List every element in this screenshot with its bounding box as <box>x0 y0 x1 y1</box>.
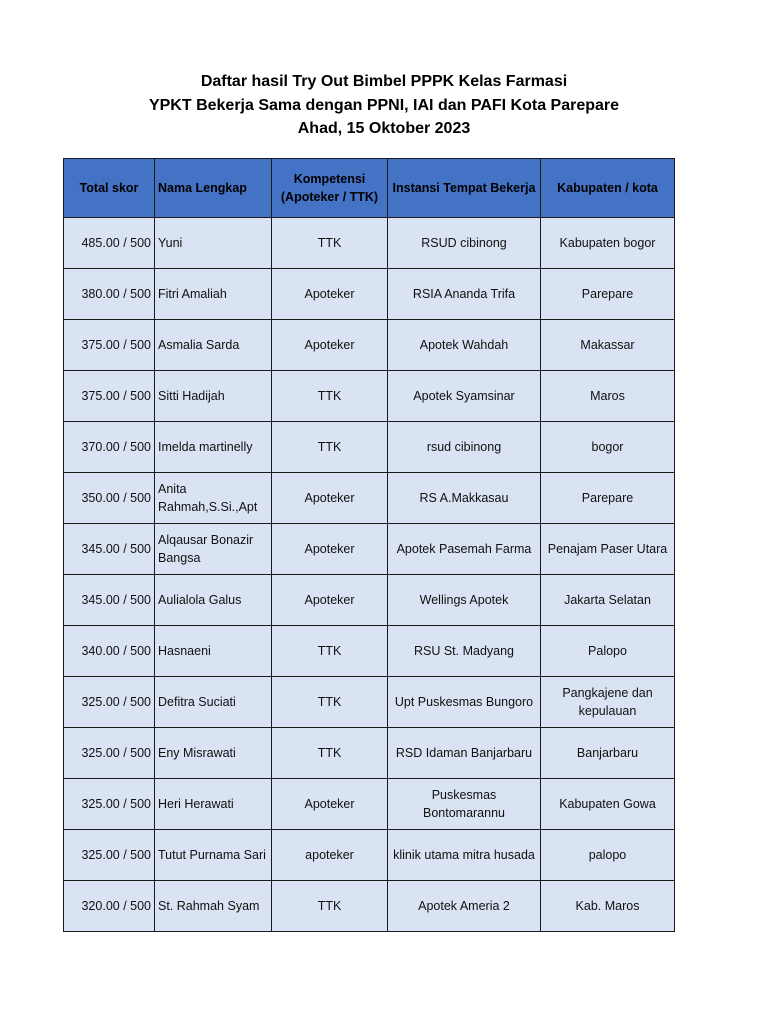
cell-kompetensi: Apoteker <box>272 473 388 524</box>
cell-kabupaten: palopo <box>541 830 675 881</box>
cell-kabupaten: bogor <box>541 422 675 473</box>
cell-instansi: Apotek Ameria 2 <box>388 881 541 932</box>
cell-instansi: RSIA Ananda Trifa <box>388 269 541 320</box>
cell-name: Asmalia Sarda <box>155 320 272 371</box>
cell-kompetensi: TTK <box>272 218 388 269</box>
header-row <box>64 159 675 218</box>
cell-name: Heri Herawati <box>155 779 272 830</box>
cell-name: Fitri Amaliah <box>155 269 272 320</box>
table-header <box>64 159 675 218</box>
cell-kabupaten: Kabupaten bogor <box>541 218 675 269</box>
cell-name: Anita Rahmah,S.Si.,Apt <box>155 473 272 524</box>
cell-kabupaten: Pangkajene dan kepulauan <box>541 677 675 728</box>
cell-instansi: Puskesmas Bontomarannu <box>388 779 541 830</box>
table-row <box>64 677 675 728</box>
cell-score: 325.00 / 500 <box>64 728 155 779</box>
cell-kabupaten: Parepare <box>541 473 675 524</box>
cell-kabupaten: Jakarta Selatan <box>541 575 675 626</box>
cell-kabupaten: Makassar <box>541 320 675 371</box>
cell-score: 370.00 / 500 <box>64 422 155 473</box>
cell-name: St. Rahmah Syam <box>155 881 272 932</box>
table-row <box>64 473 675 524</box>
cell-score: 325.00 / 500 <box>64 830 155 881</box>
cell-kabupaten: Parepare <box>541 269 675 320</box>
cell-instansi: Upt Puskesmas Bungoro <box>388 677 541 728</box>
title-line-1: Daftar hasil Try Out Bimbel PPPK Kelas Farmasi <box>200 73 568 90</box>
cell-name: Imelda martinelly <box>155 422 272 473</box>
cell-score: 380.00 / 500 <box>64 269 155 320</box>
header-instansi: Instansi Tempat Bekerja <box>388 159 541 218</box>
title-line-2: YPKT Bekerja Sama dengan PPNI, IAI dan PAFI Kota Parepare <box>148 96 620 114</box>
cell-kompetensi: Apoteker <box>272 575 388 626</box>
cell-kompetensi: TTK <box>272 422 388 473</box>
title-line-3: Ahad, 15 Oktober 2023 <box>297 120 471 137</box>
header-kabupaten: Kabupaten / kota <box>541 159 675 218</box>
cell-kabupaten: Kab. Maros <box>541 881 675 932</box>
table-row <box>64 218 675 269</box>
cell-kabupaten: Maros <box>541 371 675 422</box>
cell-kompetensi: TTK <box>272 371 388 422</box>
cell-name: Yuni <box>155 218 272 269</box>
cell-instansi: RSD Idaman Banjarbaru <box>388 728 541 779</box>
table-row <box>64 830 675 881</box>
cell-name: Hasnaeni <box>155 626 272 677</box>
cell-kompetensi: TTK <box>272 881 388 932</box>
cell-kabupaten: Palopo <box>541 626 675 677</box>
cell-kabupaten: Penajam Paser Utara <box>541 524 675 575</box>
cell-score: 375.00 / 500 <box>64 371 155 422</box>
cell-kompetensi: Apoteker <box>272 320 388 371</box>
cell-instansi: RS A.Makkasau <box>388 473 541 524</box>
cell-instansi: klinik utama mitra husada <box>388 830 541 881</box>
cell-instansi: RSUD cibinong <box>388 218 541 269</box>
table-row <box>64 626 675 677</box>
table-row <box>64 575 675 626</box>
cell-instansi: Apotek Pasemah Farma <box>388 524 541 575</box>
cell-name: Defitra Suciati <box>155 677 272 728</box>
table-row <box>64 422 675 473</box>
cell-instansi: RSU St. Madyang <box>388 626 541 677</box>
table-row <box>64 320 675 371</box>
cell-score: 350.00 / 500 <box>64 473 155 524</box>
cell-score: 325.00 / 500 <box>64 779 155 830</box>
cell-kompetensi: TTK <box>272 677 388 728</box>
cell-name: Sitti Hadijah <box>155 371 272 422</box>
cell-instansi: Apotek Wahdah <box>388 320 541 371</box>
header-total-skor: Total skor <box>64 159 155 218</box>
cell-score: 325.00 / 500 <box>64 677 155 728</box>
cell-name: Eny Misrawati <box>155 728 272 779</box>
cell-score: 320.00 / 500 <box>64 881 155 932</box>
cell-score: 375.00 / 500 <box>64 320 155 371</box>
table-row <box>64 524 675 575</box>
cell-kompetensi: Apoteker <box>272 524 388 575</box>
header-kompetensi: Kompetensi (Apoteker / TTK) <box>272 159 388 218</box>
header-nama-lengkap: Nama Lengkap <box>155 159 272 218</box>
cell-instansi: Wellings Apotek <box>388 575 541 626</box>
cell-instansi: rsud cibinong <box>388 422 541 473</box>
table-row <box>64 779 675 830</box>
document-title <box>0 70 768 141</box>
cell-kabupaten: Banjarbaru <box>541 728 675 779</box>
cell-score: 340.00 / 500 <box>64 626 155 677</box>
table-body <box>64 218 675 932</box>
cell-kabupaten: Kabupaten Gowa <box>541 779 675 830</box>
cell-kompetensi: Apoteker <box>272 269 388 320</box>
cell-name: Alqausar Bonazir Bangsa <box>155 524 272 575</box>
table-row <box>64 881 675 932</box>
cell-name: Aulialola Galus <box>155 575 272 626</box>
cell-kompetensi: Apoteker <box>272 779 388 830</box>
table-row <box>64 371 675 422</box>
table-row <box>64 728 675 779</box>
results-table <box>63 158 675 932</box>
cell-name: Tutut Purnama Sari <box>155 830 272 881</box>
cell-kompetensi: TTK <box>272 626 388 677</box>
cell-score: 345.00 / 500 <box>64 524 155 575</box>
cell-kompetensi: apoteker <box>272 830 388 881</box>
cell-score: 485.00 / 500 <box>64 218 155 269</box>
cell-instansi: Apotek Syamsinar <box>388 371 541 422</box>
table-row <box>64 269 675 320</box>
cell-kompetensi: TTK <box>272 728 388 779</box>
cell-score: 345.00 / 500 <box>64 575 155 626</box>
